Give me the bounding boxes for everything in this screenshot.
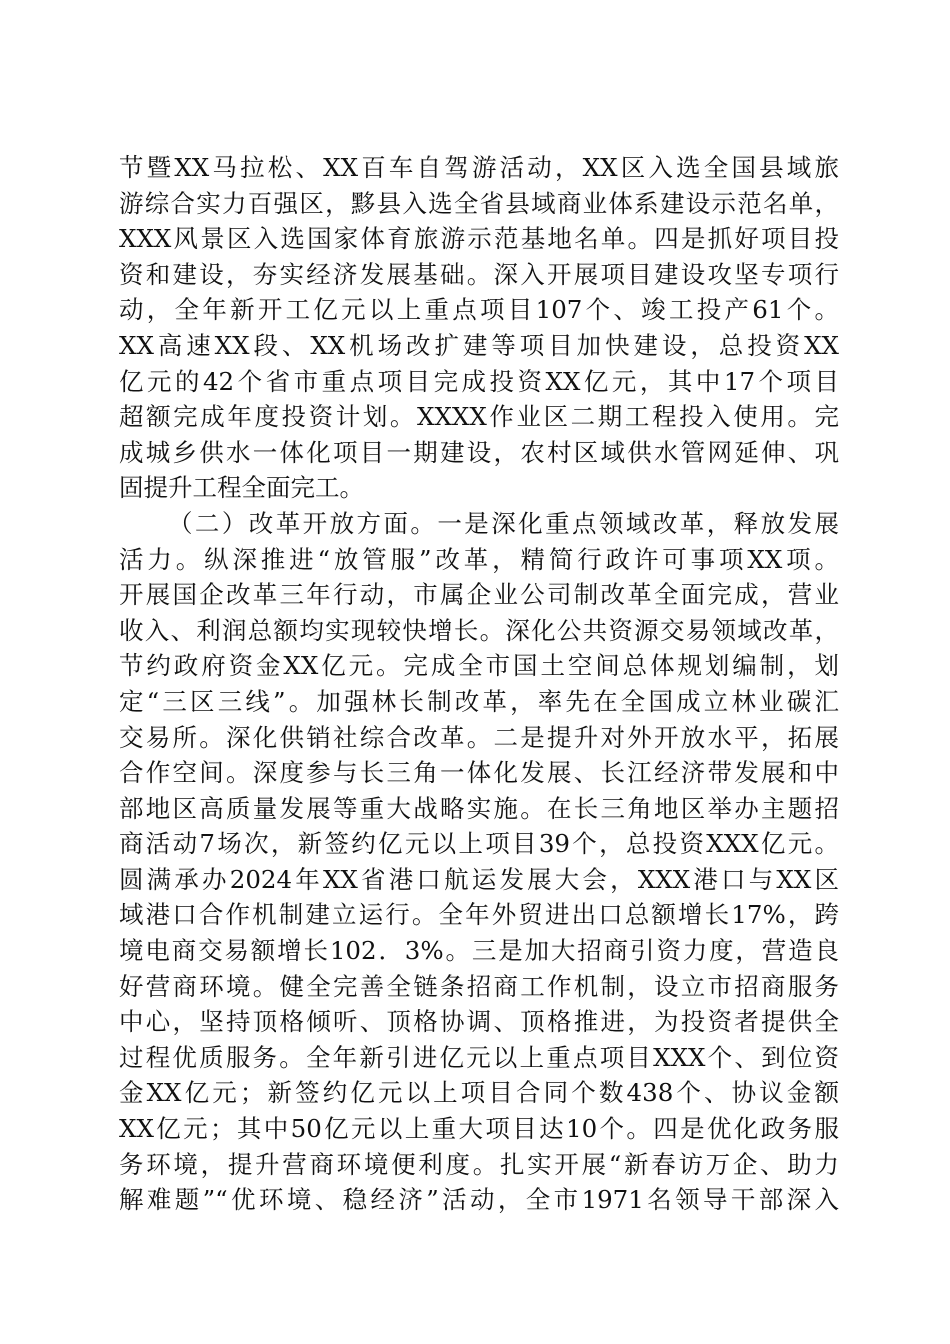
text-line: 部地区高质量发展等重大战略实施。在长三角地区举办主题招 [119,793,839,823]
text-line: 商活动7场次，新签约亿元以上项目39个，总投资XXX亿元。 [119,829,839,859]
text-line: 节暨XX马拉松、XX百车自驾游活动，XX区入选全国县域旅 [119,153,839,182]
text-line: 过程优质服务。全年新引进亿元以上重点项目XXX个、到位资 [119,1042,839,1072]
text-line: 好营商环境。健全完善全链条招商工作机制，设立市招商服务 [119,971,839,1001]
text-line: XXX风景区入选国家体育旅游示范基地名单。四是抓好项目投 [119,224,839,254]
text-line: 超额完成年度投资计划。XXXX作业区二期工程投入使用。完 [119,402,839,432]
text-line: 开展国企改革三年行动，市属企业公司制改革全面完成，营业 [119,580,839,610]
text-line: 合作空间。深度参与长三角一体化发展、长江经济带发展和中 [119,758,839,788]
text-line: 境电商交易额增长102．3%。三是加大招商引资力度，营造良 [119,936,839,966]
text-line: 活力。纵深推进“放管服”改革，精简行政许可事项XX项。 [119,544,839,574]
text-line: 务环境，提升营商环境便利度。扎实开展“新春访万企、助力 [119,1149,839,1179]
section-heading-line: （二）改革开放方面。一是深化重点领域改革，释放发展 [168,508,839,538]
text-line: 交易所。深化供销社综合改革。二是提升对外开放水平，拓展 [119,722,839,752]
text-line: 成城乡供水一体化项目一期建设，农村区域供水管网延伸、巩 [119,437,839,467]
text-line: 节约政府资金XX亿元。完成全市国土空间总体规划编制，划 [119,651,839,681]
text-line: 亿元的42个省市重点项目完成投资XX亿元，其中17个项目 [119,366,839,396]
text-line: 中心，坚持顶格倾听、顶格协调、顶格推进，为投资者提供全 [119,1007,839,1037]
text-line: 解难题”“优环境、稳经济”活动，全市1971名领导干部深入 [119,1185,839,1215]
text-line: XX高速XX段、XX机场改扩建等项目加快建设，总投资XX [119,330,839,360]
text-line: 游综合实力百强区，黟县入选全省县域商业体系建设示范名单， [119,188,839,218]
text-line: XX亿元；其中50亿元以上重大项目达10个。四是优化政务服 [119,1114,839,1144]
text-line: 资和建设，夯实经济发展基础。深入开展项目建设攻坚专项行 [119,259,839,289]
text-line: 动，全年新开工亿元以上重点项目107个、竣工投产61个。 [119,295,839,325]
text-line: 固提升工程全面完工。 [119,473,364,503]
text-line: 域港口合作机制建立运行。全年外贸进出口总额增长17%，跨 [119,900,839,930]
text-line: 金XX亿元；新签约亿元以上项目合同个数438个、协议金额 [119,1078,839,1108]
text-line: 圆满承办2024年XX省港口航运发展大会，XXX港口与XX区 [119,864,839,894]
text-line: 定“三区三线”。加强林长制改革，率先在全国成立林业碳汇 [119,686,839,716]
body-text [119,150,839,1218]
text-line: 收入、利润总额均实现较快增长。深化公共资源交易领域改革， [119,615,839,645]
